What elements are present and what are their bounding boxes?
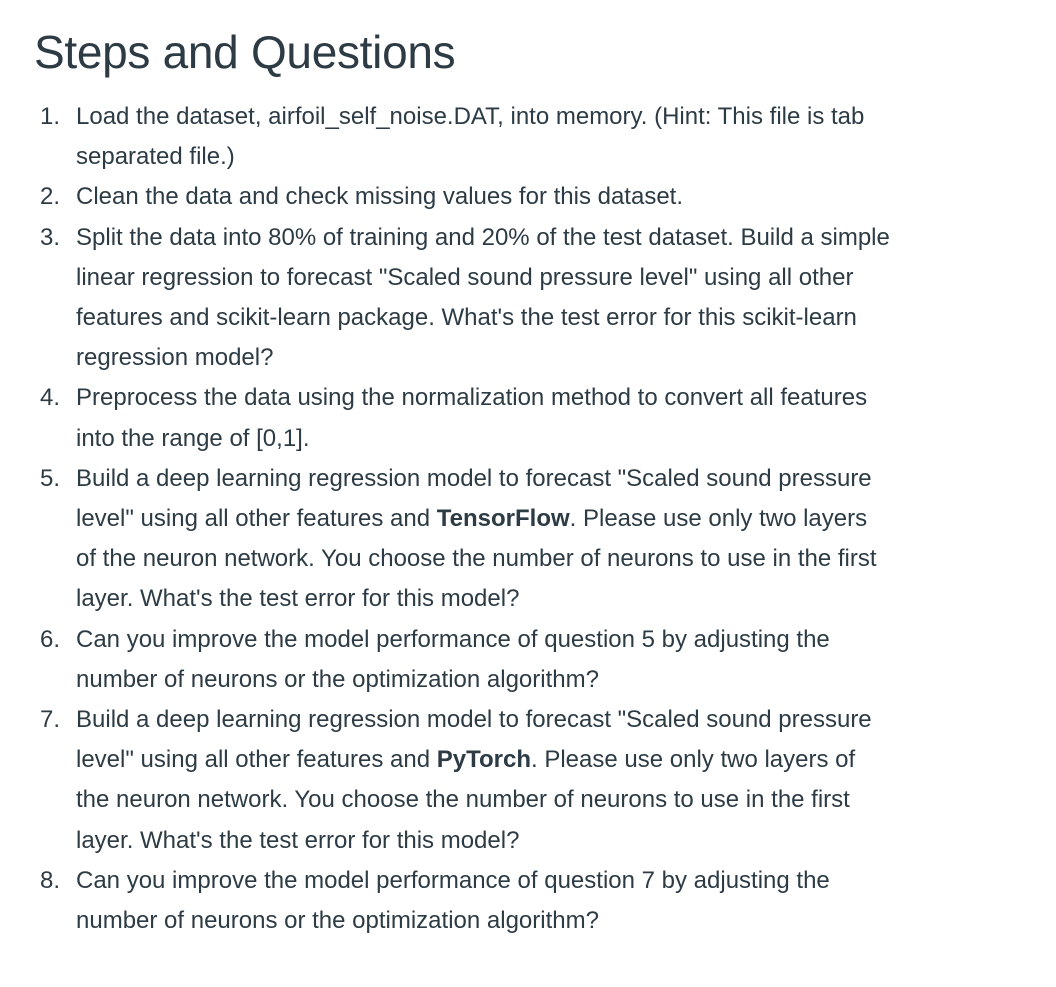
steps-list — [40, 97, 890, 941]
step-text: Can you improve the model performance of question 7 by adjusting the number of neurons or the optimization algorithm? — [76, 866, 830, 935]
list-item — [40, 378, 890, 458]
step-number: 2. — [40, 183, 61, 211]
step-text: Preprocess the data using the normalization method to convert all features into the range of [0,1]. — [76, 384, 868, 452]
list-item — [40, 620, 890, 700]
step-number: 4. — [40, 384, 61, 412]
step-number: 5. — [40, 464, 61, 492]
step-text: Load the dataset, airfoil_self_noise.DAT, into memory. (Hint: This file is tab separated file.) — [76, 103, 865, 171]
library-name-pytorch: PyTorch — [436, 746, 531, 774]
step-text: Split the data into 80% of training and 20% of the test dataset. Build a simple linear regression to forecast "Scaled sound pressure level" using all other features and scikit-learn package. What's the test error for this scikit-learn regression model? — [76, 223, 890, 372]
list-item — [40, 459, 890, 620]
list-item — [40, 861, 890, 941]
step-text: Clean the data and check missing values for this dataset. — [76, 183, 684, 211]
list-item — [40, 218, 890, 379]
step-number: 3. — [40, 223, 61, 251]
list-item — [40, 700, 890, 861]
list-item — [40, 97, 890, 177]
step-number: 7. — [40, 706, 61, 734]
step-number: 1. — [40, 103, 61, 130]
page-title: Steps and Questions — [34, 26, 456, 78]
step-text: Build a deep learning regression model to forecast "Scaled sound pressure level" using all other features and PyTorch. Please use only two layers of the neuron network. You choose the number of neurons to use in the first layer. What's the test error for this model? — [76, 706, 872, 854]
step-number: 8. — [40, 866, 61, 894]
step-text: Build a deep learning regression model to forecast "Scaled sound pressure level" using all other features and TensorFlow. Please use only two layers of the neuron network. You choose the number of neurons to use in the first layer. What's the test error for this model? — [76, 464, 877, 613]
list-item — [40, 177, 890, 217]
library-name-tensorflow: TensorFlow — [436, 505, 570, 533]
step-number: 6. — [40, 625, 61, 653]
step-text: Can you improve the model performance of question 5 by adjusting the number of neurons or the optimization algorithm? — [76, 625, 830, 693]
